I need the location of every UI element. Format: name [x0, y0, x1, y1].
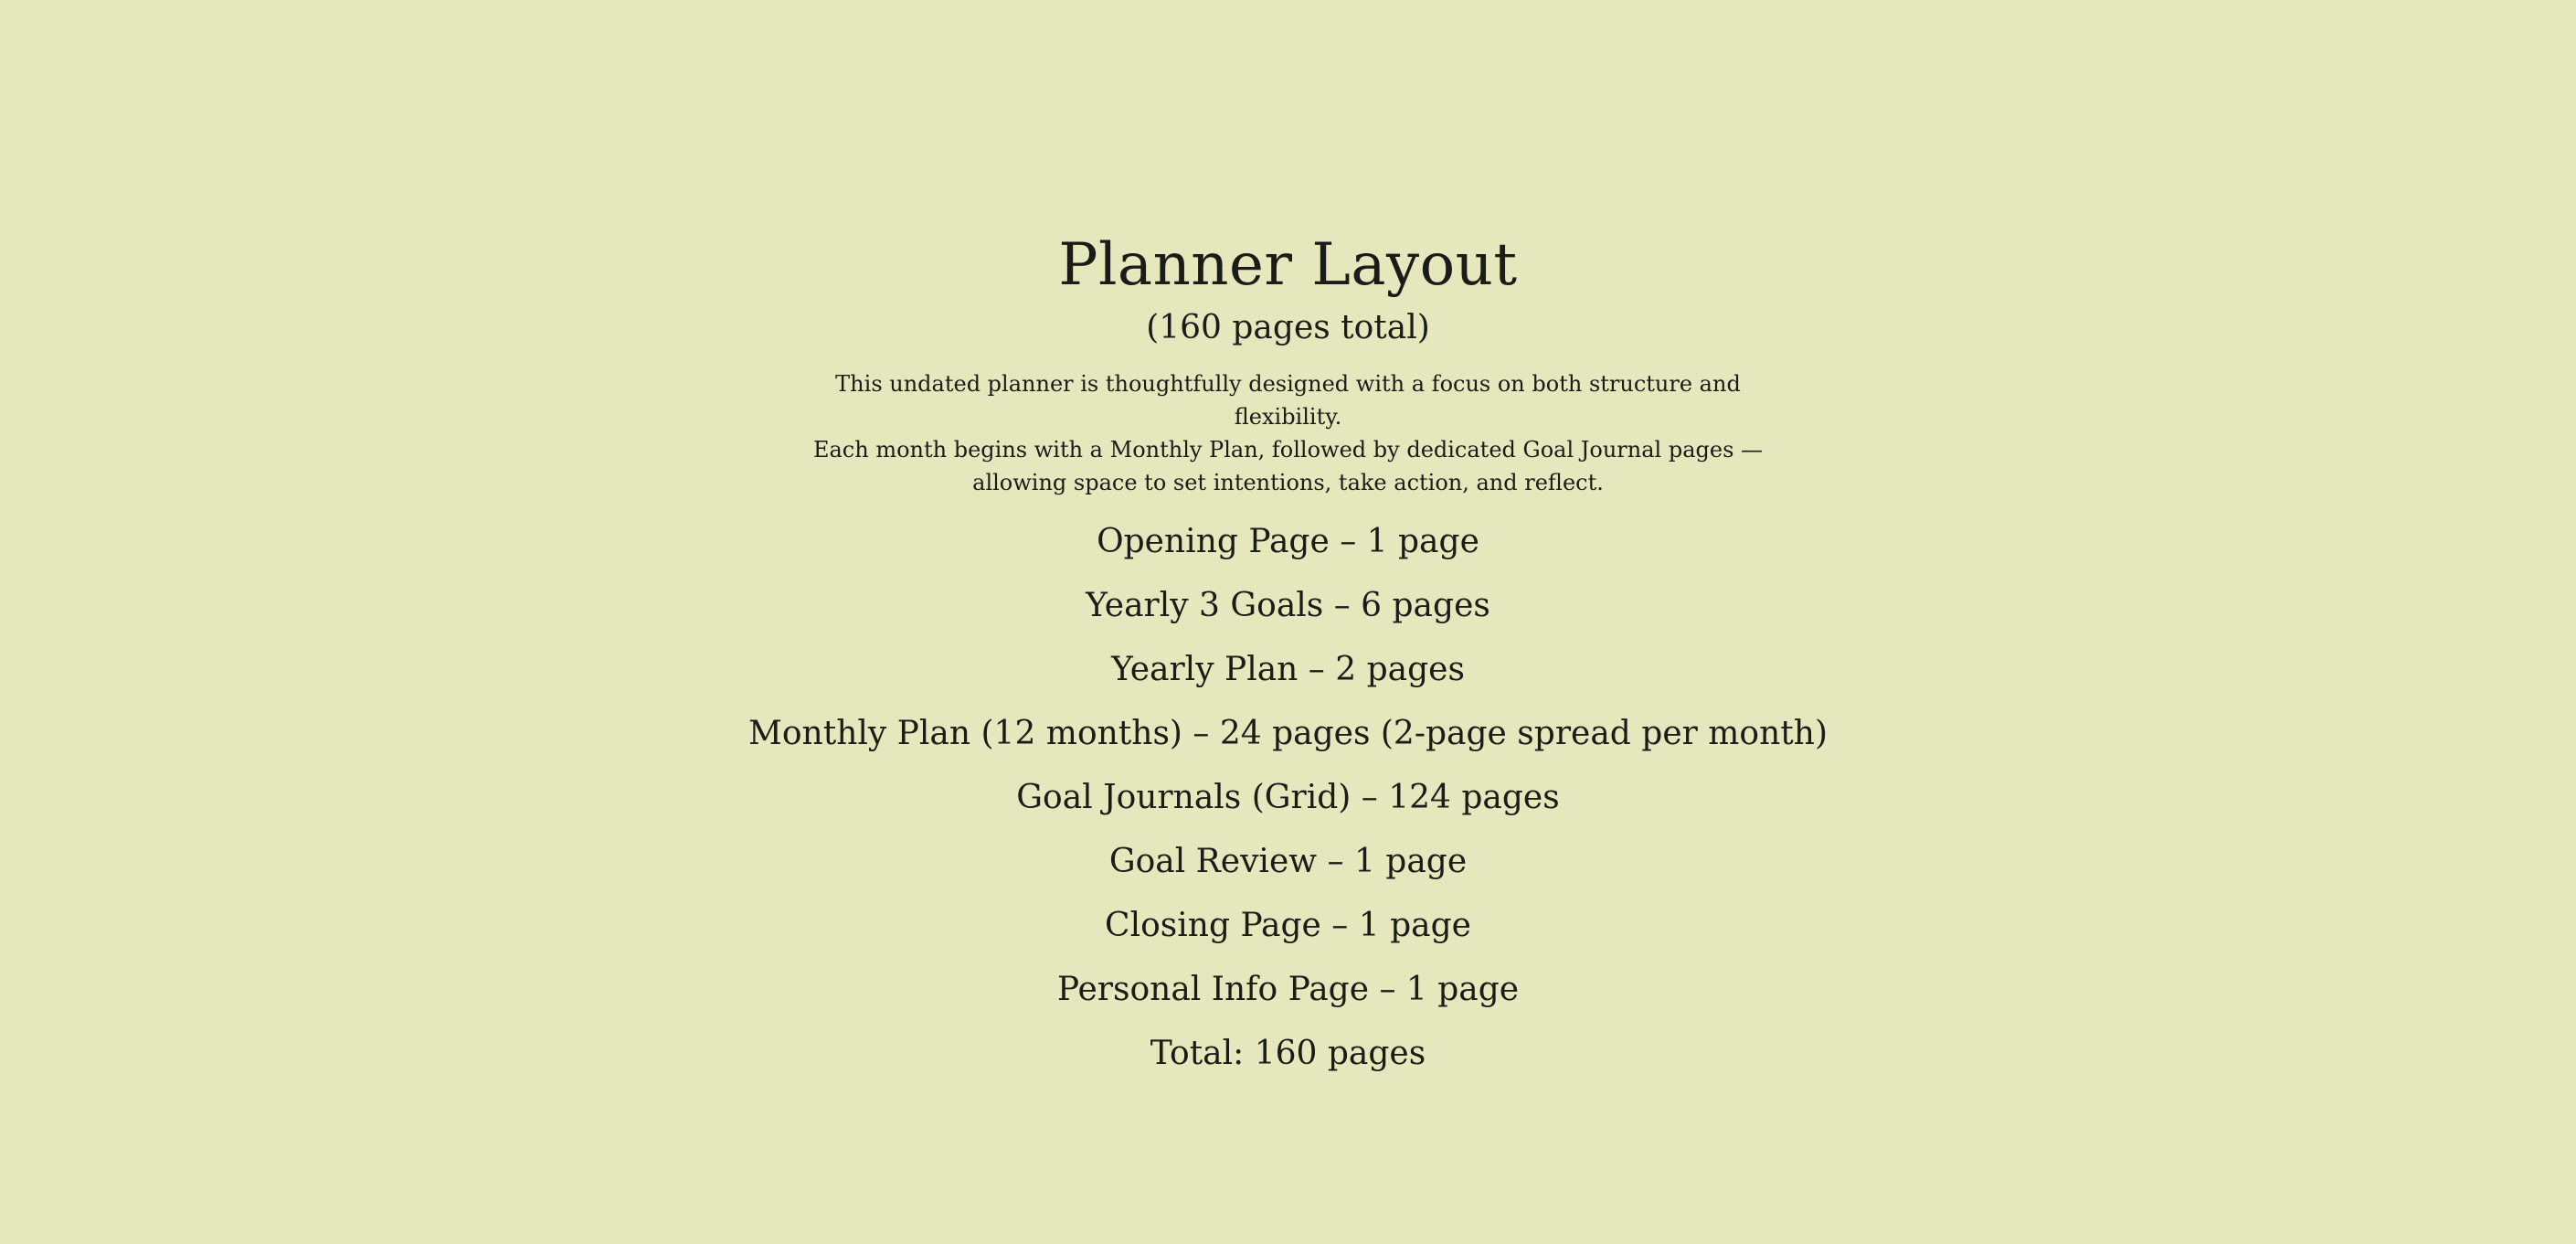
- list-item-personal-info: Personal Info Page – 1 page: [1056, 971, 1520, 1008]
- description-paragraph: [786, 367, 1791, 499]
- list-item-closing-page: Closing Page – 1 page: [1105, 907, 1471, 944]
- description-line: This undated planner is thoughtfully designed with a focus on both structure and flexibility.: [835, 371, 1741, 430]
- list-item-goal-review: Goal Review – 1 page: [1108, 843, 1468, 880]
- list-item-opening-page: Opening Page – 1 page: [1097, 523, 1479, 560]
- page-breakdown-list: [0, 519, 2576, 1095]
- description-line: allowing space to set intentions, take action, and reflect.: [972, 470, 1604, 495]
- list-item-yearly-goals: Yearly 3 Goals – 6 pages: [1086, 587, 1490, 624]
- list-item-goal-journals: Goal Journals (Grid) – 124 pages: [1016, 779, 1560, 816]
- list-item-monthly-plan: Monthly Plan (12 months) – 24 pages (2-page spread per month): [748, 715, 1828, 752]
- list-item-yearly-plan: Yearly Plan – 2 pages: [1111, 651, 1465, 688]
- planner-layout-section: [0, 229, 2576, 1095]
- page-title: Planner Layout: [1058, 231, 1518, 299]
- page-subtitle: (160 pages total): [1146, 309, 1430, 346]
- description-line: Each month begins with a Monthly Plan, followed by dedicated Goal Journal pages —: [812, 437, 1764, 463]
- list-item-total: Total: 160 pages: [1150, 1035, 1426, 1072]
